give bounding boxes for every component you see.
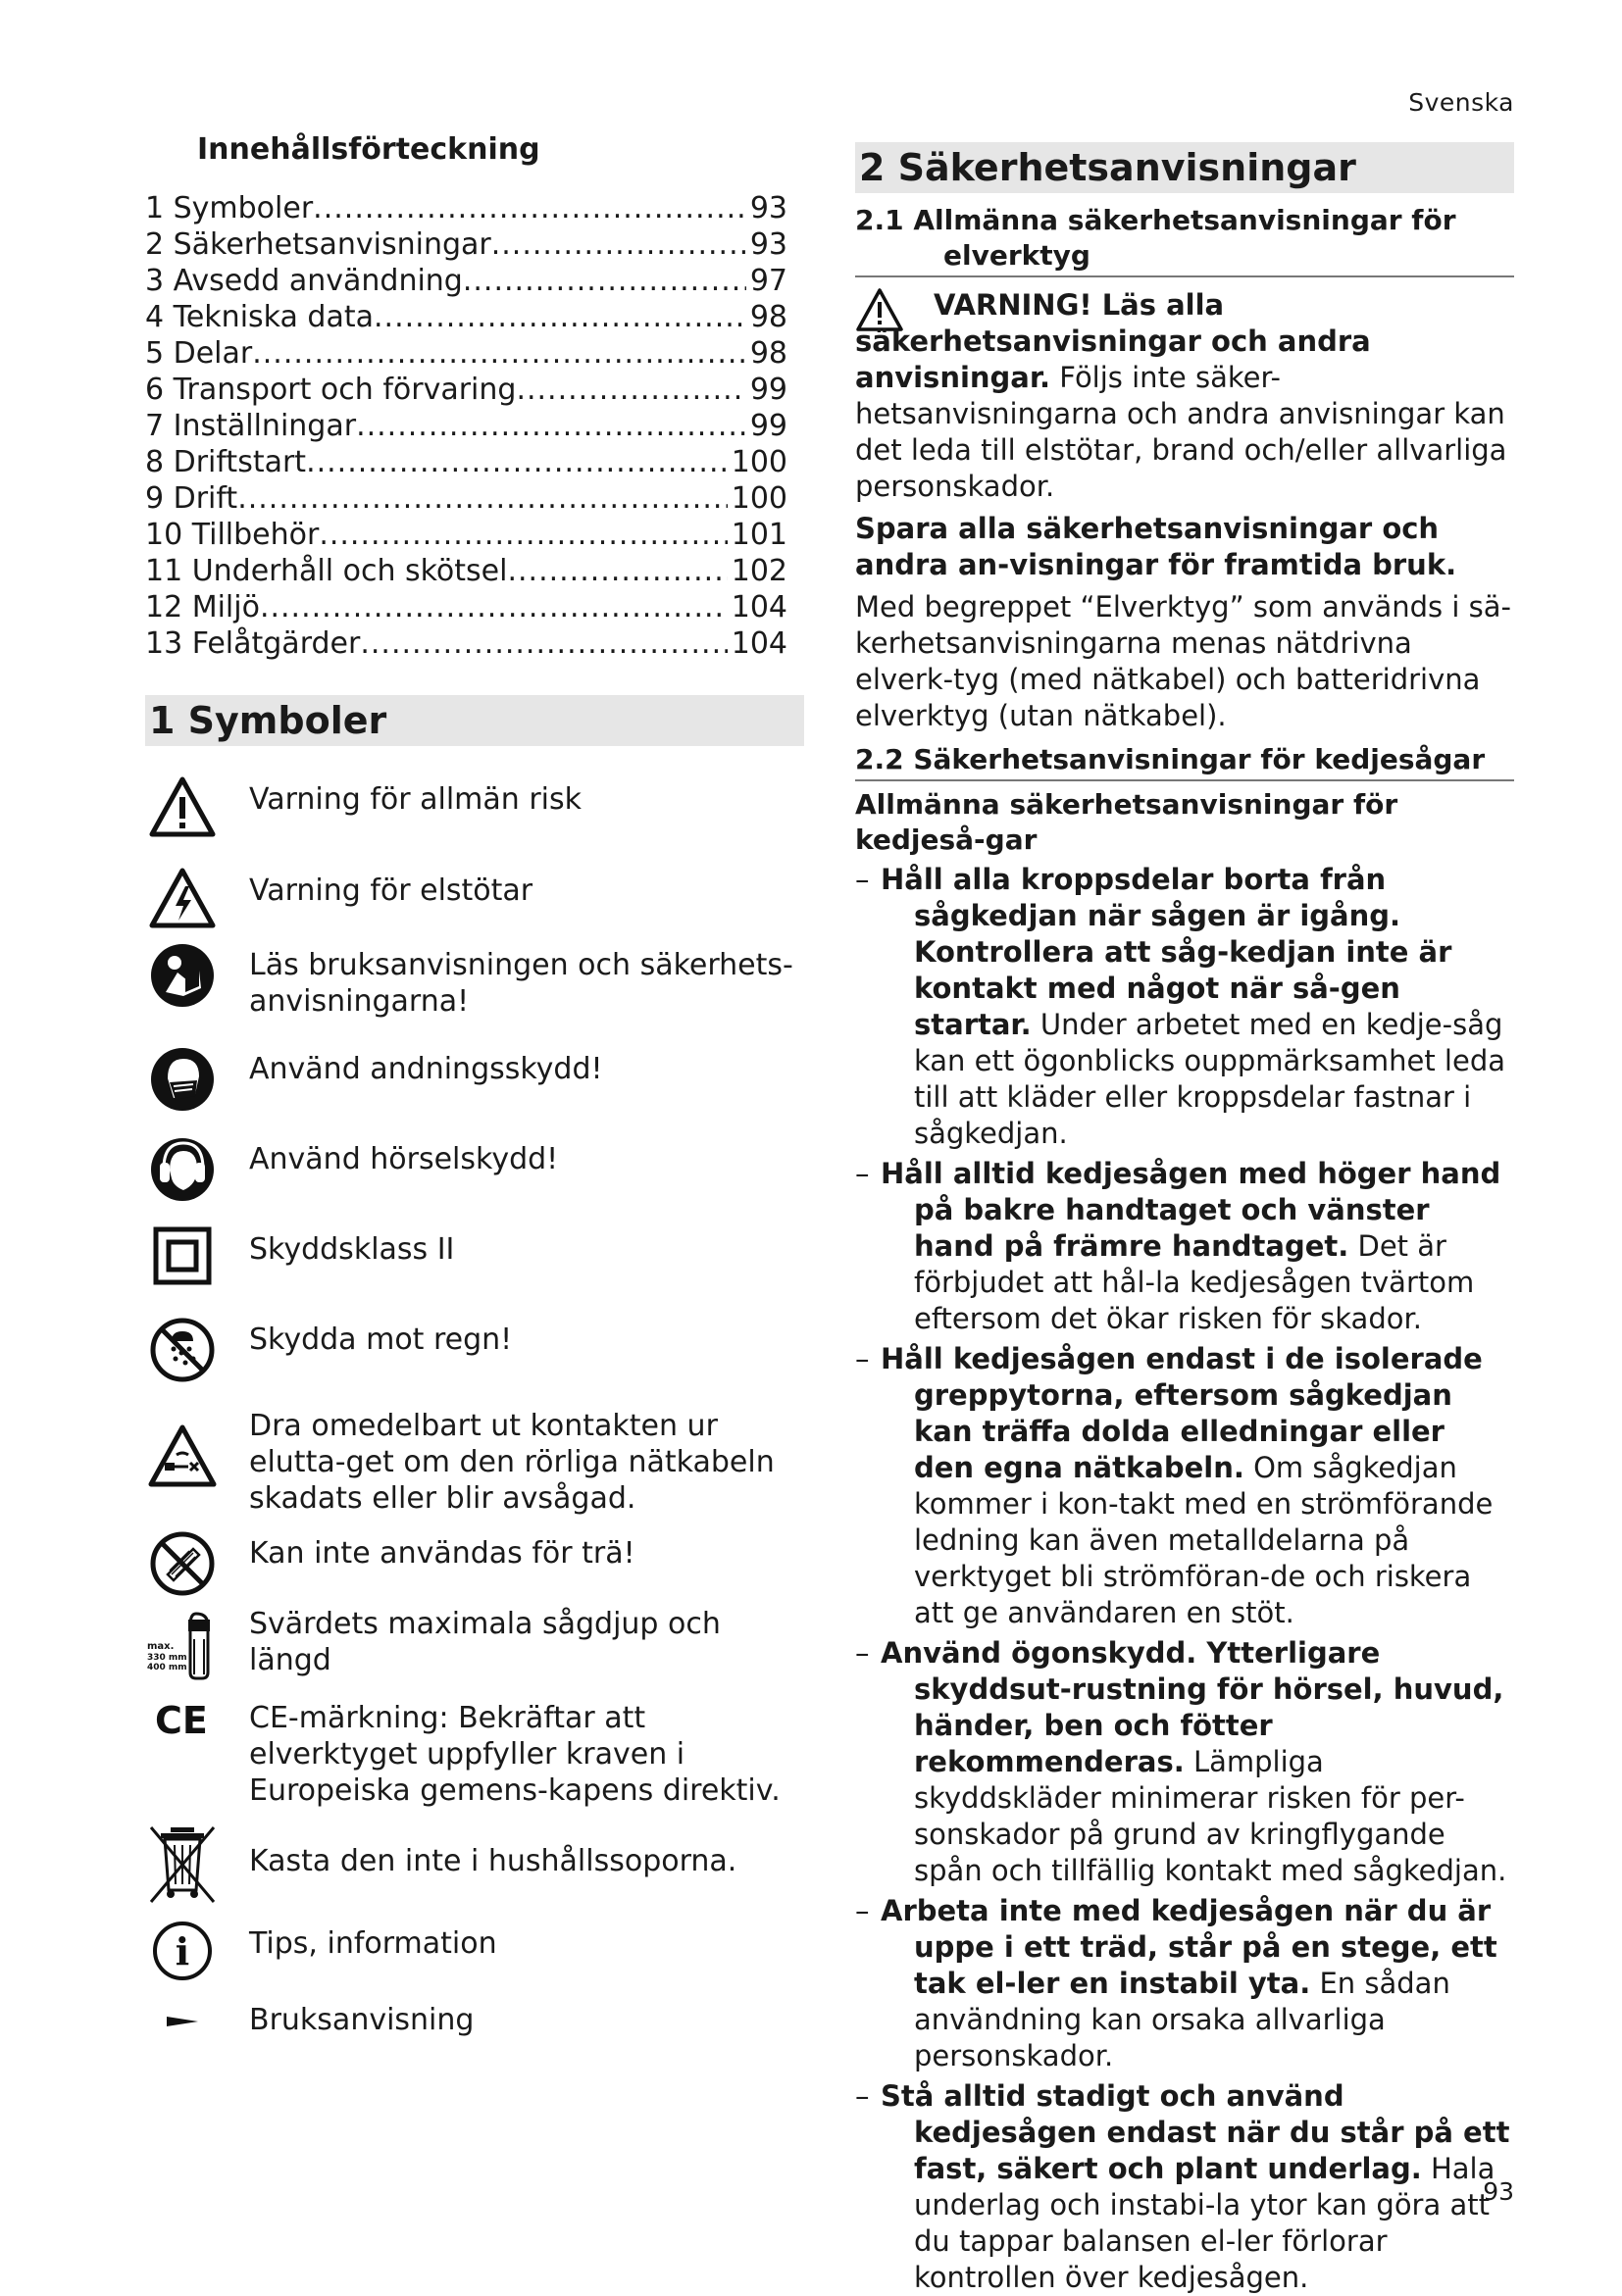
toc-entry-page: 104 (731, 590, 787, 624)
toc-entry[interactable] (145, 408, 787, 444)
toc-entry-page: 100 (731, 445, 787, 479)
unplug-cable-icon (145, 1402, 220, 1488)
warning-paragraph (855, 287, 1514, 505)
page-language: Svenska (1408, 88, 1514, 117)
protection-class-ii-icon (145, 1225, 220, 1286)
symbol-row (145, 941, 804, 1045)
subsection-subheading: Allmänna säkerhetsanvisningar för kedjeså-gar (855, 788, 1398, 856)
toc-title: Innehållsförteckning (197, 132, 540, 167)
toc-entry[interactable] (145, 589, 787, 625)
toc-entry-page: 98 (749, 336, 787, 371)
safety-bullet: – Använd ögonskydd. Ytterligare skyddsut-rustning för hörsel, huvud, händer, ben och fötter rekommenderas. Lämpliga skyddskläder minimerar risken för per-sonskador på grund av kringflygande spån och tillfällig kontakt med sågkedjan. (855, 1636, 1507, 1887)
symbol-row (145, 1996, 804, 2045)
toc-entry-page: 93 (749, 191, 787, 225)
toc-entry-label: 11 Underhåll och skötsel (145, 554, 508, 588)
crossed-bin-icon (145, 1822, 220, 1906)
toc-entry-label: 8 Driftstart (145, 445, 307, 479)
toc-entry-label: 6 Transport och förvaring (145, 373, 517, 407)
toc-entry[interactable] (145, 480, 787, 517)
symbol-row (145, 775, 804, 867)
toc-entry[interactable] (145, 372, 787, 408)
right-column (855, 142, 1514, 2296)
toc-entry[interactable] (145, 625, 787, 662)
toc-entry-label: 12 Miljö (145, 590, 260, 624)
symbol-row (145, 1822, 804, 1920)
toc-entry-page: 101 (731, 518, 787, 552)
symbol-description: Bruksanvisning (249, 2003, 475, 2037)
symbol-description: Kasta den inte i hushållssoporna. (249, 1844, 737, 1878)
symbol-description: Skydda mot regn! (249, 1323, 513, 1357)
toc-entry-page: 100 (731, 481, 787, 516)
symbol-description: Använd andningsskydd! (249, 1052, 603, 1086)
toc-entry-page: 99 (749, 373, 787, 407)
symbol-row (145, 1135, 804, 1225)
symbol-description: Använd hörselskydd! (249, 1142, 559, 1176)
symbols-list (145, 775, 804, 2045)
toc-entry-label: 2 Säkerhetsanvisningar (145, 227, 491, 262)
toc-entry-label: 5 Delar (145, 336, 253, 371)
electric-shock-icon (145, 867, 220, 929)
respirator-icon (145, 1045, 220, 1114)
symbol-description: Dra omedelbart ut kontakten ur elutta-get om den rörliga nätkabeln skadats eller blir avsågad. (249, 1409, 775, 1516)
toc-entry-label: 4 Tekniska data (145, 300, 374, 334)
toc-entry[interactable] (145, 190, 787, 226)
toc-entry-page: 93 (749, 227, 787, 262)
toc-entry-label: 10 Tillbehör (145, 518, 320, 552)
toc-entry-page: 98 (749, 300, 787, 334)
symbol-description: Skyddsklass II (249, 1232, 455, 1267)
page-number: 93 (1483, 2177, 1514, 2206)
symbol-row (145, 1529, 804, 1606)
symbol-description: Tips, information (249, 1926, 497, 1961)
toc-entry[interactable] (145, 263, 787, 299)
toc-entry-page: 99 (749, 409, 787, 443)
safety-bullet: – Håll kedjesågen endast i de isolerade greppytorna, eftersom sågkedjan kan träffa dolda elledningar eller den egna nätkabeln. Om sågkedjan kommer i kon-takt med en strömförande ledning kan även metalldelarna på verktyget bli strömföran-de och riskera att ge användaren en stöt. (855, 1342, 1494, 1629)
subsection-heading: 2.1 Allmänna säkerhetsanvisningar för elverktyg (855, 203, 1514, 277)
not-for-wood-icon (145, 1529, 220, 1598)
read-manual-icon (145, 941, 220, 1010)
symbol-description: Läs bruksanvisningen och säkerhets-anvisningarna! (249, 948, 793, 1019)
symbol-description: Varning för allmän risk (249, 782, 582, 817)
toc-entry-label: 7 Inställningar (145, 409, 357, 443)
toc-entry[interactable] (145, 299, 787, 335)
symbol-row (145, 1920, 804, 1996)
symbol-description: Svärdets maximala sågdjup och längd (249, 1607, 721, 1677)
safety-bullet: – Arbeta inte med kedjesågen när du är uppe i ett träd, står på en stege, ett tak el-ler en instabil yta. En sådan användning kan orsaka allvarliga personskador. (855, 1894, 1497, 2072)
arrow-icon (145, 1996, 220, 2029)
ce-mark-icon (145, 1694, 220, 1743)
toc-entry[interactable] (145, 226, 787, 263)
symbol-description: CE-märkning: Bekräftar att elverktyget uppfyller kraven i Europeiska gemens-kapens direktiv. (249, 1701, 781, 1808)
symbol-row (145, 867, 804, 941)
definition-paragraph: Med begreppet “Elverktyg” som används i sä-kerhetsanvisningarna menas nätdrivna elverk-tyg (med nätkabel) och batteridrivna elverktyg (utan nätkabel). (855, 590, 1511, 732)
toc-entry-label: 9 Drift (145, 481, 238, 516)
toc-entry-page: 102 (731, 554, 787, 588)
toc-entry[interactable] (145, 335, 787, 372)
no-rain-icon (145, 1316, 220, 1384)
left-column (145, 132, 804, 2045)
symbol-row (145, 1225, 804, 1316)
toc-entry-page: 97 (749, 264, 787, 298)
save-instructions: Spara alla säkerhetsanvisningar och andra an-visningar för framtida bruk. (855, 512, 1457, 581)
toc-entry[interactable] (145, 517, 787, 553)
warning-title: VARNING! Läs alla säkerhetsanvisningar och andra anvisningar. (855, 288, 1371, 394)
ear-protection-icon (145, 1135, 220, 1204)
symbol-row (145, 1316, 804, 1402)
safety-bullet: – Håll alltid kedjesågen med höger hand på bakre handtaget och vänster hand på främre handtaget. Det är förbjudet att hål-la kedjesågen tvärtom eftersom det ökar risken för skador. (855, 1157, 1501, 1335)
section-heading-symbols: 1 Symboler (145, 695, 804, 746)
symbol-description: Kan inte användas för trä! (249, 1536, 635, 1571)
info-icon-letter: i (175, 1929, 190, 1973)
bar-length-bar-label: 400 mm (147, 1663, 187, 1672)
bar-length-max-label: max. (147, 1641, 175, 1652)
symbol-row (145, 1606, 804, 1694)
ce-mark-label: CE (155, 1699, 208, 1742)
toc-entry-page: 104 (731, 626, 787, 661)
safety-bullet: – Stå alltid stadigt och använd kedjesågen endast när du står på ett fast, säkert och plant underlag. Hala underlag och instabi-la ytor kan göra att du tappar balansen el-ler förlorar kontrollen över kedjesågen. (855, 2079, 1510, 2294)
subsection-heading: 2.2 Säkerhetsanvisningar för kedjesågar (855, 742, 1514, 781)
bar-length-depth-label: 330 mm (147, 1653, 187, 1663)
toc-entry[interactable] (145, 553, 787, 589)
warning-triangle-icon (145, 775, 220, 838)
table-of-contents (145, 190, 804, 662)
section-heading-safety: 2 Säkerhetsanvisningar (855, 142, 1514, 193)
symbol-row (145, 1045, 804, 1135)
info-icon (145, 1920, 220, 1982)
toc-entry-label: 3 Avsedd användning (145, 264, 463, 298)
safety-bullet: – Håll alla kroppsdelar borta från sågkedjan när sågen är igång. Kontrollera att såg-kedjan inte är kontakt med något när så-gen startar. Under arbetet med en kedje-såg kan ett ögonblicks ouppmärksamhet leda till att kläder eller kroppsdelar fastnar i sågkedjan. (855, 863, 1506, 1150)
toc-entry-label: 13 Felåtgärder (145, 626, 361, 661)
toc-entry-label: 1 Symboler (145, 191, 314, 225)
symbol-row (145, 1402, 804, 1529)
symbol-description: Varning för elstötar (249, 873, 533, 908)
toc-entry[interactable] (145, 444, 787, 480)
warning-body: Följs inte säker-hetsanvisningarna och andra anvisningar kan det leda till elstötar, brand och/eller allvarliga personskador. (855, 361, 1507, 503)
symbol-row (145, 1694, 804, 1822)
bar-length-icon (145, 1606, 220, 1680)
